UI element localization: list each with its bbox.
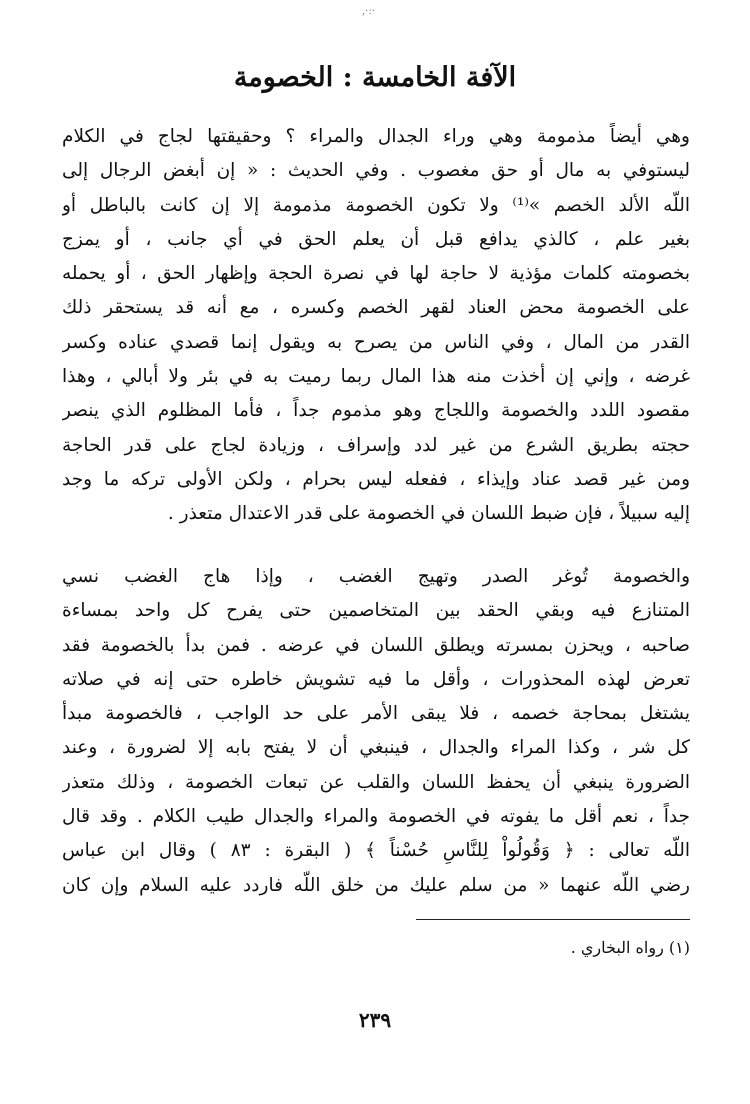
text-line: رضي اللّه عنهما « من سلم عليك من خلق اللّه فاردد عليه السلام وإن كان [62,874,690,896]
text-line: بخصومته كلمات مؤذية لا حاجة لها في نصرة الحجة وإظهار الحق ، أو يحمله [62,263,690,285]
text-line: ليستوفي به مال أو حق مغصوب . وفي الحديث : « إن أبغض الرجال إلى [62,160,690,182]
text-line: وهي أيضاً مذمومة وهي وراء الجدال والمراء ؟ وحقيقتها لجاج في الكلام [62,126,690,147]
text-line: والخصومة تُوغر الصدر وتهيج الغضب ، وإذا هاج الغضب نسي [62,566,690,587]
top-scan-mark: ,·:· [362,6,375,17]
text-line: حجته بطريق الشرع من غير لدد وإسراف ، وزيادة لجاج على قدر الحاجة [62,434,690,456]
text-line: صاحبه ، ويحزن بمسرته ويطلق اللسان في عرضه . فمن بدأ بالخصومة فقد [62,634,690,656]
text-line: المتنازع فيه وبقي الحقد بين المتخاصمين حتى يفرح كل واحد بمساءة [62,600,690,622]
text-line: اللّه الألد الخصم »⁽¹⁾ ولا تكون الخصومة مذمومة إلا إن كانت بالباطل أو [62,194,690,216]
footnote: (١) رواه البخاري . [570,938,690,957]
paragraph-2 [62,560,690,903]
footnote-divider [416,919,690,920]
text-line: بغير علم ، كالذي يدافع قبل أن يعلم الحق في أي جانب ، أو يمزج [62,228,690,250]
text-line: اللّه تعالى : ﴿ وَقُولُواْ لِلنَّاسِ حُسْناً ﴾ ( البقرة : ٨٣ ) وقال ابن عباس [62,840,690,862]
page-title: الآفة الخامسة : الخصومة [233,62,517,93]
text-line: مقصود اللدد والخصومة واللجاج وهو مذموم جداً ، فأما المظلوم الذي ينصر [62,400,690,422]
page-number: ٢٣٩ [358,1008,392,1032]
text-line: القدر من المال ، وفي الناس من يصرح به ويقول إنما قصدي عناده وكسر [62,331,690,353]
text-line: تعرض لهذه المحذورات ، وأقل ما فيه تشويش خاطره حتى إنه في صلاته [62,668,690,690]
text-line: على الخصومة محض العناد لقهر الخصم وكسره ، مع أنه قد يستحقر ذلك [62,297,690,319]
text-line: يشتغل بمحاجة خصمه ، فلا يبقى الأمر على حد الواجب ، فالخصومة مبدأ [62,703,690,725]
text-line: الضرورة ينبغي أن يحفظ اللسان والقلب عن تبعات الخصومة ، وذلك متعذر [62,771,690,793]
text-line: إليه سبيلاً ، فإن ضبط اللسان في الخصومة على قدر الاعتدال متعذر . [167,503,690,525]
text-line: جداً ، نعم أقل ما يفوته في الخصومة والمراء والجدال طيب الكلام . وقد قال [62,806,690,828]
text-line: ومن غير قصد عناد وإيذاء ، ففعله ليس بحرام ، ولكن الأولى تركه ما وجد [62,468,690,490]
paragraph-1 [62,120,690,532]
text-line: كل شر ، وكذا المراء والجدال ، فينبغي أن لا يفتح بابه إلا لضرورة ، وعند [62,737,690,759]
text-line: غرضه ، وإني إن أخذت منه هذا المال ربما رميت به في بئر ولا أبالي ، وهذا [62,366,690,388]
